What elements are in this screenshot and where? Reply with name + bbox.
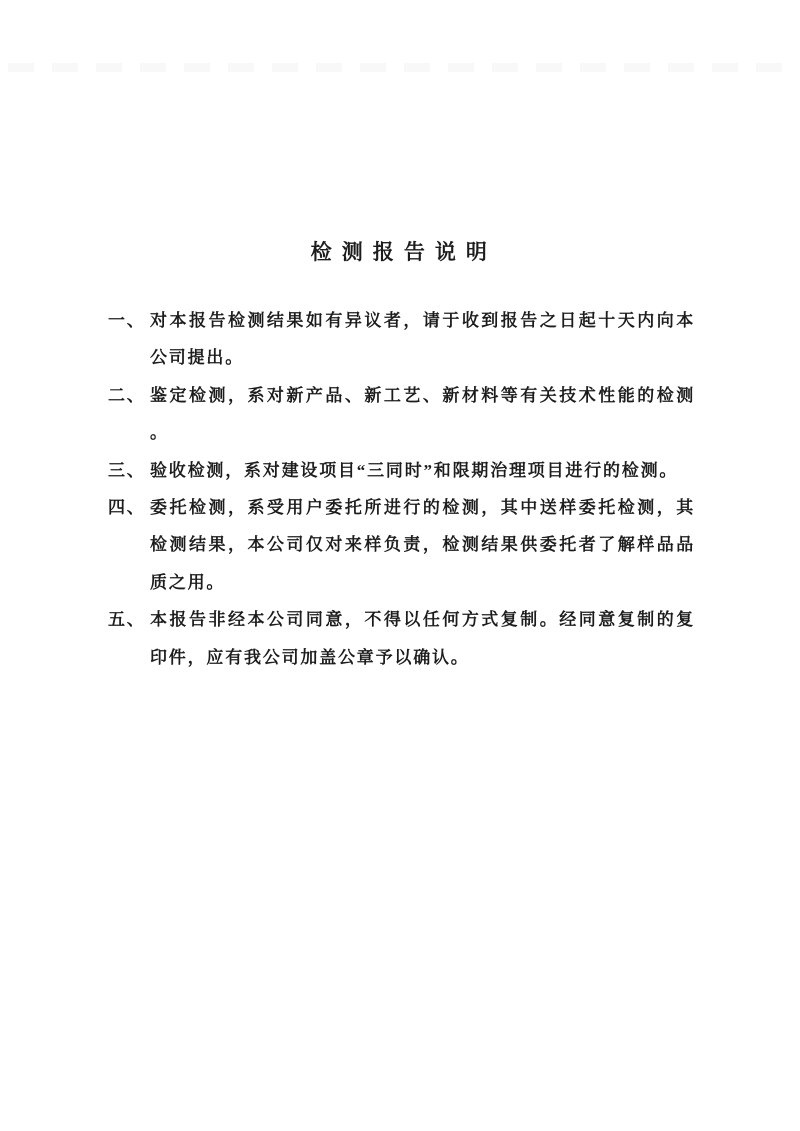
list-item-number: 一、 — [108, 311, 146, 330]
list-item-text: 本报告非经本公司同意，不得以任何方式复制。经同意复制的复印件，应有我公司加盖公章予以确认。 — [150, 610, 695, 667]
list-item-text: 委托检测，系受用户委托所进行的检测，其中送样委托检测，其检测结果，本公司仅对来样负责，检测结果供委托者了解样品品质之用。 — [150, 498, 695, 592]
list-item — [108, 601, 698, 676]
list-item — [108, 377, 698, 452]
list-item — [108, 302, 698, 377]
list-item — [108, 489, 698, 601]
list-item-text: 对本报告检测结果如有异议者，请于收到报告之日起十天内向本公司提出。 — [150, 311, 695, 368]
notes-list — [108, 302, 698, 676]
list-item-number: 二、 — [108, 385, 146, 405]
list-item — [108, 452, 698, 489]
list-item-text: 验收检测，系对建设项目“三同时”和限期治理项目进行的检测。 — [150, 460, 679, 480]
scan-bleed-artifact — [8, 63, 792, 72]
page-title: 检 测 报 告 说 明 — [310, 240, 490, 265]
list-item-number: 四、 — [108, 498, 146, 518]
list-item-number: 三、 — [108, 460, 146, 480]
list-item-number: 五、 — [108, 610, 146, 630]
list-item-text: 鉴定检测，系对新产品、新工艺、新材料等有关技术性能的检测。 — [150, 385, 695, 443]
